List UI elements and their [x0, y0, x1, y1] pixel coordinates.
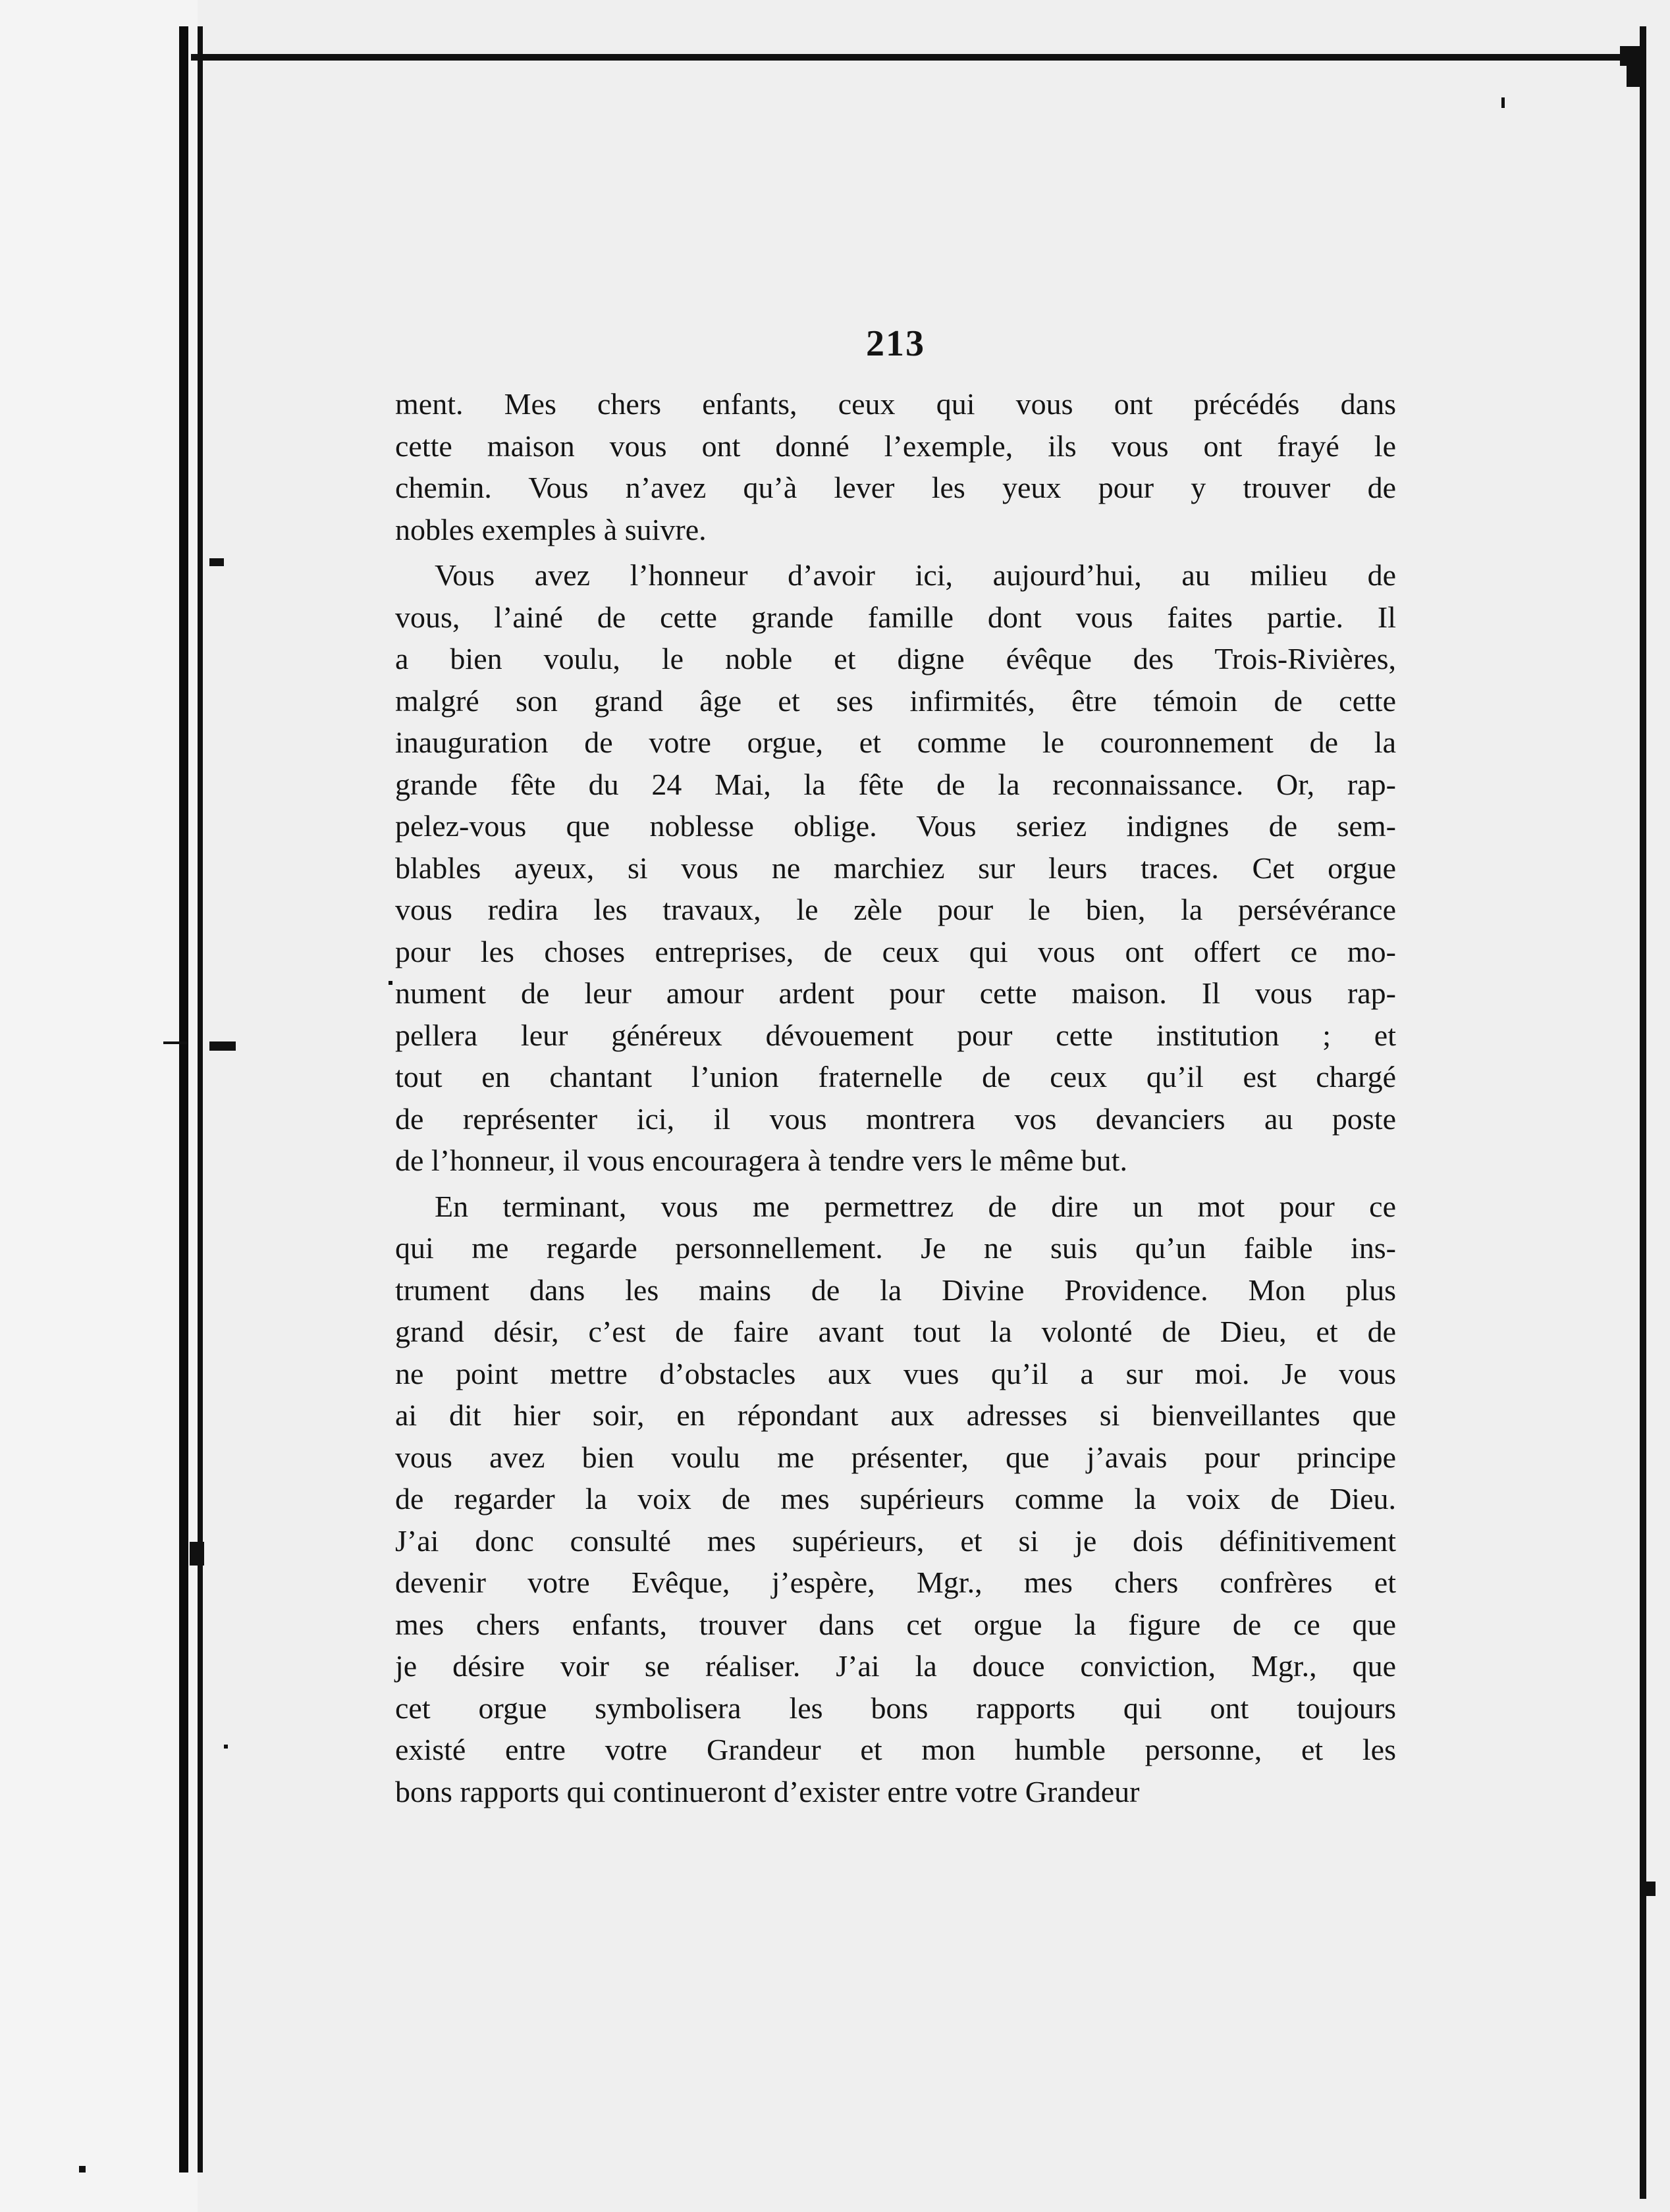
- text-line: bons rapports qui continueront d’exister entre votre Grandeur: [395, 1774, 1140, 1808]
- text-line: devenir votre Evêque, j’espère, Mgr., mes chers confrères et: [395, 1566, 1396, 1599]
- text-line: ai dit hier soir, en répondant aux adresses si bienveillantes que: [395, 1398, 1396, 1432]
- text-line: cet orgue symbolisera les bons rapports qui ont toujours: [395, 1691, 1396, 1725]
- speck: [209, 1041, 236, 1051]
- speck: [79, 2166, 86, 2172]
- paragraph: [395, 1186, 1396, 1813]
- page-edge-line: [198, 26, 203, 2172]
- scan-top-border: [191, 54, 1640, 61]
- text-line: En terminant, vous me permettrez de dire un mot pour ce: [435, 1189, 1396, 1223]
- paragraph: [395, 554, 1396, 1182]
- body-text: [395, 383, 1396, 1812]
- text-line: qui me regarde personnellement. Je ne suis qu’un faible ins-: [395, 1231, 1396, 1265]
- speck: [224, 1745, 228, 1749]
- text-line: pelez-vous que noblesse oblige. Vous seriez indignes de sem-: [395, 809, 1396, 843]
- text-line: de regarder la voix de mes supérieurs comme la voix de Dieu.: [395, 1482, 1396, 1515]
- text-line: je désire voir se réaliser. J’ai la douce conviction, Mgr., que: [395, 1649, 1396, 1683]
- text-line: nobles exemples à suivre.: [395, 512, 707, 546]
- paragraph: [395, 383, 1396, 550]
- text-line: pour les choses entreprises, de ceux qui vous ont offert ce mo-: [395, 934, 1396, 968]
- page-number: 213: [866, 323, 925, 364]
- text-line: cette maison vous ont donné l’exemple, ils vous ont frayé le: [395, 429, 1396, 463]
- text-line: nument de leur amour ardent pour cette maison. Il vous rap-: [395, 976, 1396, 1010]
- text-line: de l’honneur, il vous encouragera à tendre vers le même but.: [395, 1144, 1127, 1177]
- text-line: inauguration de votre orgue, et comme le couronnement de la: [395, 725, 1396, 759]
- binding-shadow: [179, 26, 188, 2172]
- text-line: blables ayeux, si vous ne marchiez sur leurs traces. Cet orgue: [395, 851, 1396, 885]
- page-text-block: [395, 323, 1396, 1812]
- text-line: trument dans les mains de la Divine Providence. Mon plus: [395, 1273, 1396, 1307]
- text-line: chemin. Vous n’avez qu’à lever les yeux pour y trouver de: [395, 471, 1396, 504]
- text-line: existé entre votre Grandeur et mon humble personne, et les: [395, 1733, 1396, 1766]
- text-line: vous redira les travaux, le zèle pour le bien, la persévérance: [395, 893, 1396, 926]
- facing-page-edge: [0, 0, 198, 2212]
- text-line: grande fête du 24 Mai, la fête de la reconnaissance. Or, rap-: [395, 767, 1396, 801]
- scan-corner-mark: [1627, 61, 1646, 87]
- text-line: J’ai donc consulté mes supérieurs, et si je dois définitivement: [395, 1523, 1396, 1558]
- text-line: ment. Mes chers enfants, ceux qui vous ont précédés dans: [395, 387, 1396, 421]
- text-line: de représenter ici, il vous montrera vos devanciers au poste: [395, 1101, 1396, 1136]
- speck: [163, 1041, 187, 1044]
- text-line: vous, l’ainé de cette grande famille dont vous faites partie. Il: [395, 600, 1396, 634]
- speck: [190, 1542, 204, 1566]
- text-line: Vous avez l’honneur d’avoir ici, aujourd’hui, au milieu de: [435, 558, 1396, 592]
- text-line: grand désir, c’est de faire avant tout la volonté de Dieu, et de: [395, 1315, 1396, 1348]
- text-line: mes chers enfants, trouver dans cet orgue la figure de ce que: [395, 1607, 1396, 1641]
- speck: [389, 981, 392, 985]
- text-line: tout en chantant l’union fraternelle de ceux qu’il est chargé: [395, 1060, 1396, 1093]
- speck: [1501, 97, 1505, 108]
- text-line: a bien voulu, le noble et digne évêque des Trois-Rivières,: [395, 642, 1396, 675]
- text-line: pellera leur généreux dévouement pour cette institution ; et: [395, 1018, 1396, 1052]
- text-line: ne point mettre d’obstacles aux vues qu’il a sur moi. Je vous: [395, 1356, 1396, 1390]
- speck: [209, 558, 224, 566]
- speck: [1646, 1882, 1656, 1896]
- text-line: vous avez bien voulu me présenter, que j’avais pour principe: [395, 1440, 1396, 1474]
- scan-right-border: [1640, 26, 1646, 2199]
- text-line: malgré son grand âge et ses infirmités, être témoin de cette: [395, 683, 1396, 718]
